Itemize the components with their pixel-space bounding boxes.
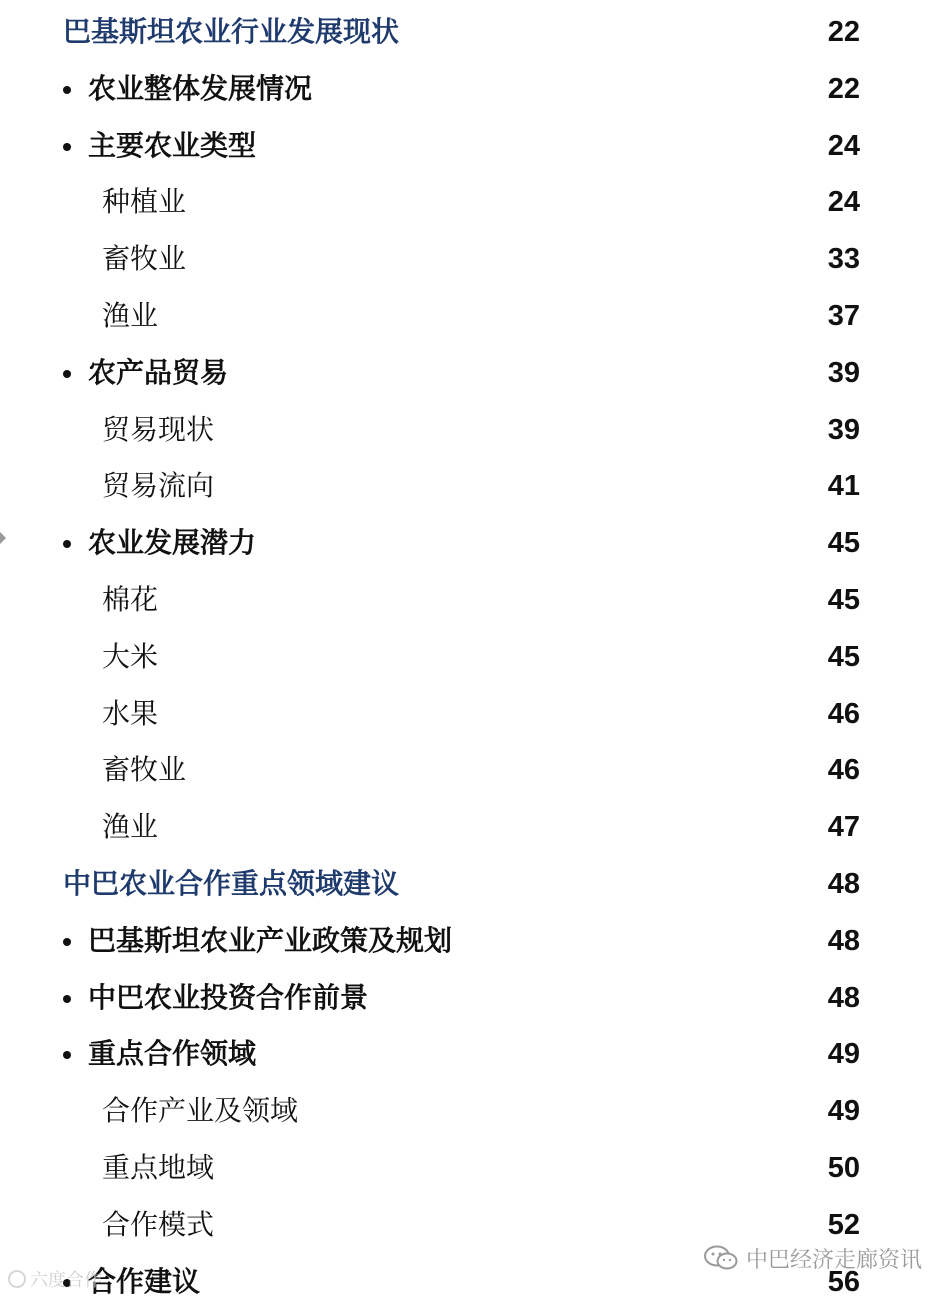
toc-row-section[interactable]	[0, 856, 952, 913]
watermark-left	[8, 1266, 102, 1292]
bullet-dot-icon	[63, 370, 71, 378]
toc-entry-title: 棉花	[102, 582, 159, 616]
toc-entry-title: 重点地域	[102, 1150, 215, 1184]
toc-row-bullet[interactable]	[0, 515, 952, 572]
toc-page-number: 24	[827, 186, 860, 219]
toc-entry-title: 巴基斯坦农业产业政策及规划	[88, 923, 453, 957]
toc-page-number: 52	[827, 1208, 860, 1241]
toc-row-sub[interactable]	[0, 629, 952, 686]
toc-page-number: 33	[827, 243, 860, 276]
toc-page-number: 24	[827, 129, 860, 162]
toc-row-bullet[interactable]	[0, 913, 952, 970]
toc-page-number: 39	[827, 356, 860, 389]
bullet-dot-icon	[63, 1051, 71, 1059]
toc-row-sub[interactable]	[0, 1140, 952, 1197]
bullet-dot-icon	[63, 938, 71, 946]
toc-entry-title: 合作模式	[102, 1207, 215, 1241]
toc-entry-title: 贸易现状	[102, 412, 215, 446]
toc-row-bullet[interactable]	[0, 345, 952, 402]
toc-page-number: 46	[827, 754, 860, 787]
toc-page-number: 37	[827, 299, 860, 332]
toc-entry-title: 合作建议	[88, 1264, 201, 1298]
toc-entry-title: 合作产业及领域	[102, 1094, 299, 1128]
toc-entry-title: 渔业	[102, 298, 159, 332]
wechat-watermark	[704, 1238, 922, 1278]
toc-row-section[interactable]	[0, 4, 952, 61]
toc-page-number: 49	[827, 1038, 860, 1071]
toc-page-number: 45	[827, 640, 860, 673]
wechat-watermark-text: 中巴经济走廊资讯	[745, 1247, 922, 1273]
toc-row-sub[interactable]	[0, 742, 952, 799]
toc-row-sub[interactable]	[0, 288, 952, 345]
toc-page-number: 48	[827, 981, 860, 1014]
toc-page-number: 39	[827, 413, 860, 446]
toc-entry-title: 水果	[102, 696, 159, 730]
bullet-dot-icon	[63, 143, 71, 151]
toc-entry-title: 畜牧业	[102, 242, 187, 276]
toc-page-number: 47	[827, 811, 860, 844]
toc-page-number: 22	[827, 72, 860, 105]
toc-entry-title: 中巴农业投资合作前景	[88, 980, 369, 1014]
toc-entry-title: 种植业	[102, 185, 187, 219]
toc-entry-title: 巴基斯坦农业行业发展现状	[63, 15, 400, 48]
toc-page-number: 56	[827, 1265, 860, 1298]
toc-row-sub[interactable]	[0, 174, 952, 231]
toc-entry-title: 渔业	[102, 810, 159, 844]
toc-row-sub[interactable]	[0, 458, 952, 515]
toc-row-sub[interactable]	[0, 686, 952, 743]
toc-row-bullet[interactable]	[0, 118, 952, 175]
toc-entry-title: 中巴农业合作重点领域建议	[63, 866, 400, 900]
toc-page-number: 50	[827, 1151, 860, 1184]
toc-entry-title: 农产品贸易	[88, 355, 229, 389]
toc-entry-title: 大米	[102, 639, 159, 673]
toc-row-bullet[interactable]	[0, 61, 952, 118]
bullet-dot-icon	[63, 540, 71, 548]
toc-page-number: 45	[827, 527, 860, 560]
toc-page-number: 48	[827, 924, 860, 957]
toc-row-sub[interactable]	[0, 799, 952, 856]
toc-row-bullet[interactable]	[0, 970, 952, 1027]
toc-entry-title: 主要农业类型	[88, 128, 257, 162]
toc-row-sub[interactable]	[0, 572, 952, 629]
toc-page-number: 46	[827, 697, 860, 730]
toc-entry-title: 农业发展潜力	[88, 526, 257, 560]
bullet-dot-icon	[63, 86, 71, 94]
toc-page-number: 22	[827, 16, 860, 48]
toc-entry-title: 重点合作领域	[88, 1037, 257, 1071]
toc-entry-title: 农业整体发展情况	[88, 71, 313, 105]
toc-page-number: 45	[827, 583, 860, 616]
watermark-left-text: 六度合作	[30, 1270, 102, 1291]
toc-entry-title: 贸易流向	[102, 469, 215, 503]
watermark-logo-icon	[8, 1270, 26, 1288]
wechat-icon	[704, 1245, 738, 1271]
page-edge-marker	[0, 532, 6, 544]
toc-row-sub[interactable]	[0, 402, 952, 459]
toc-page-number: 41	[827, 470, 860, 503]
bullet-dot-icon	[63, 995, 71, 1003]
toc-page-number: 48	[827, 867, 860, 900]
table-of-contents	[0, 4, 952, 1310]
toc-entry-title: 畜牧业	[102, 753, 187, 787]
toc-row-bullet[interactable]	[0, 1026, 952, 1083]
toc-row-sub[interactable]	[0, 1083, 952, 1140]
toc-page-number: 49	[827, 1095, 860, 1128]
toc-row-sub[interactable]	[0, 231, 952, 288]
